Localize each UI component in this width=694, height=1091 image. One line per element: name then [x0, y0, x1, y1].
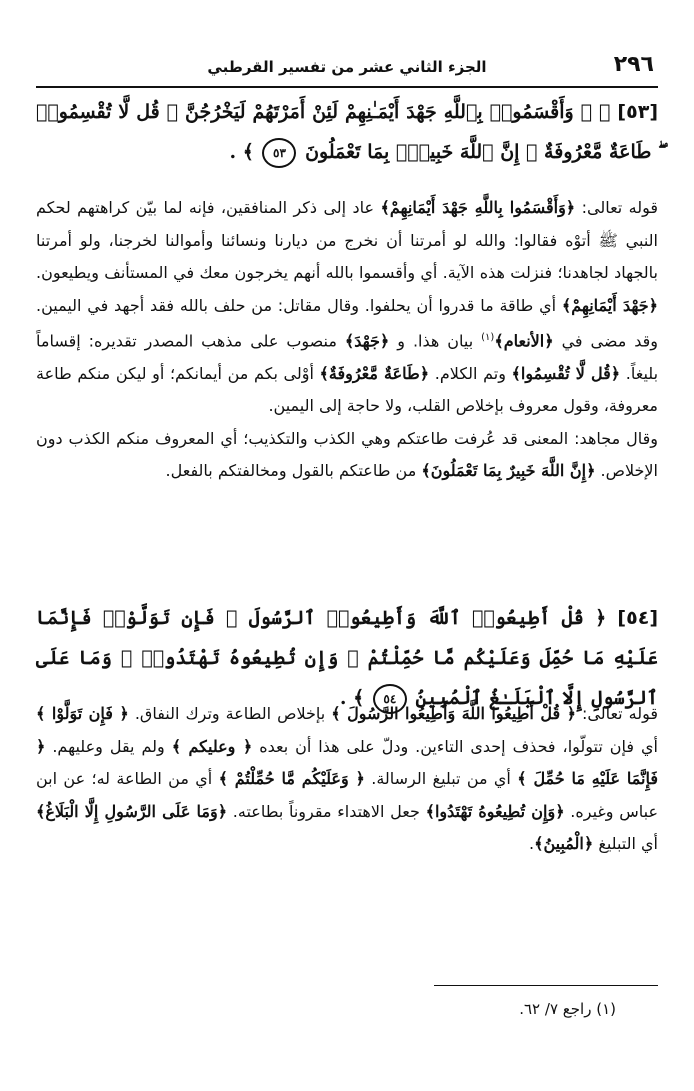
quran-quote: ﴿الأنعام﴾: [494, 331, 554, 351]
quran-quote: ﴿ وعليكم ﴾: [171, 736, 253, 756]
commentary-text: أي طاقة ما قدروا أن يحلفوا. وقال مقاتل: من حلف بالله فقد أجهد في اليمين. وقد مضى في: [36, 295, 659, 351]
quran-quote: ﴿وَأَقْسَمُوا بِاللَّهِ جَهْدَ أَيْمَانِهِمْ﴾: [380, 198, 576, 217]
commentary-text: ولم يقل وعليهم.: [45, 736, 172, 756]
quran-quote: ﴿ وَعَلَيْكُم مَّا حُمِّلْتُمْ ﴾: [218, 769, 365, 788]
commentary-text: قوله تعالى:: [575, 704, 659, 723]
commentary-text: قوله تعالى:: [575, 198, 659, 217]
commentary-text: وقال مجاهد: المعنى قد عُرفت طاعتكم وهي الكذب والتكذيب؛ أي المعروف منكم الكذب دون الإخلاص.: [36, 428, 658, 481]
verse-close: ﴾ .: [339, 687, 365, 709]
commentary-text: أي التبليغ: [593, 834, 658, 853]
verse-text: ﴿ ۞ وَأَقْسَمُوا۟ بِٱللَّهِ جَهْدَ أَيْمَـٰنِهِمْ لَئِنْ أَمَرْتَهُمْ لَيَخْرُجُنَّ ۖ قُل لَّا تُقْسِمُوا۟ ۖ طَاعَةٌ مَّعْرُوفَةٌ ۚ إِنَّ ٱللَّهَ خَبِيرٌۢ بِمَا تَعْمَلُونَ: [36, 101, 658, 163]
quran-quote: ﴿وَإِن تُطِيعُوهُ تَهْتَدُوا﴾: [425, 801, 565, 821]
verse-text: ﴿ قُلْ أَطِيعُوا۟ ٱللَّهَ وَأَطِيعُوا۟ ٱلرَّسُولَ ۖ فَإِن تَوَلَّوْا۟ فَإِنَّمَا عَلَيْهِ مَا حُمِّلَ وَعَلَيْكُم مَّا حُمِّلْتُمْ ۖ وَإِن تُطِيعُوهُ تَهْتَدُوا۟ ۚ وَمَا عَلَى ٱلرَّسُولِ إِلَّا ٱلْبَلَـٰغُ ٱلْمُبِينُ: [36, 607, 658, 709]
footnote-ref: (١): [481, 332, 495, 343]
quran-quote: ﴿ فَإِن تَوَلَّوْا ﴾: [36, 704, 129, 723]
commentary-paragraph: [36, 698, 658, 861]
verse-number: [٥٣]: [617, 101, 658, 123]
quran-quote: ﴿جَهْدَ﴾: [344, 331, 390, 351]
commentary-text: أوْلى بكم من أيمانكم؛ أو ليكن منكم طاعة معروفة، وقول معروف بإخلاص القلب، ولا حاجة إلى اليمين.: [36, 363, 658, 416]
quran-quote: ﴿قُل لَّا تُقْسِمُوا﴾: [511, 363, 621, 383]
commentary-text: أي من تبليغ الرسالة.: [364, 769, 518, 788]
commentary-text: أي فإن تتولّوا، فحذف إحدى التاءين. ودلّ على هذا أن بعده: [252, 736, 659, 756]
ayah-end-mark: ٥٤: [373, 684, 407, 714]
running-title: الجزء الثاني عشر من تفسير القرطبي: [207, 58, 487, 76]
commentary-text: بيان هذا. و: [389, 331, 482, 351]
commentary-text: من طاعتكم بالقول ومخالفتكم بالفعل.: [165, 461, 422, 481]
quran-quote: ﴿جَهْدَ أَيْمَانِهِمْ﴾: [561, 295, 659, 315]
commentary-text: جعل الاهتداء مقروناً بطاعته.: [227, 801, 426, 821]
commentary-text: عاد إلى ذكر المنافقين، فإنه لما بيّن كراهتهم لحكم النبي ﷺ أتوْه فقالوا: والله لو أمرتنا أن نخرج من ديارنا ونسائنا وأموالنا لخرجنا، ولو أمرتنا بالجهاد لجاهدنا؛ فنزلت هذه الآية. أي وأقسموا بالله أنهم يخرجون معك في المستأنف ويطيعون.: [36, 198, 658, 282]
commentary-text: .: [528, 834, 535, 853]
commentary-text: أي من الطاعة له؛ عن ابن عباس وغيره.: [36, 769, 659, 821]
quran-quote: ﴿ فَإِنَّمَا عَلَيْهِ مَا حُمِّلَ ﴾: [36, 736, 658, 788]
commentary-text: منصوب على مذهب المصدر تقديره: إقساماً بليغاً.: [36, 331, 659, 383]
verse-number: [٥٤]: [617, 607, 658, 629]
quran-quote: ﴿إِنَّ اللَّهَ خَبِيرٌ بِمَا تَعْمَلُونَ﴾: [421, 461, 596, 481]
footnote-divider: [434, 985, 658, 986]
footnote: (١) راجع ٧/ ٦٢.: [519, 1000, 616, 1018]
commentary-text: وتم الكلام.: [429, 363, 512, 383]
verse-53: [36, 92, 658, 172]
ayah-end-mark: ٥٣: [262, 138, 296, 168]
quran-quote: ﴿وَمَا عَلَى الرَّسُولِ إِلَّا الْبَلَاغُ﴾: [36, 801, 228, 821]
page-number: ٢٩٦: [613, 52, 654, 77]
commentary-paragraph: [36, 192, 658, 488]
quran-quote: ﴿ قُلْ أَطِيعُوا اللَّهَ وَأَطِيعُوا الرَّسُولَ ﴾: [331, 704, 576, 723]
quran-quote: ﴿طَاعَةٌ مَّعْرُوفَةٌ﴾: [319, 363, 430, 383]
page-header: [36, 50, 658, 88]
quran-quote: ﴿الْمُبِينُ﴾: [534, 834, 594, 853]
commentary-text: بإخلاص الطاعة وترك النفاق.: [128, 704, 332, 723]
verse-close: ﴾ .: [229, 141, 254, 163]
